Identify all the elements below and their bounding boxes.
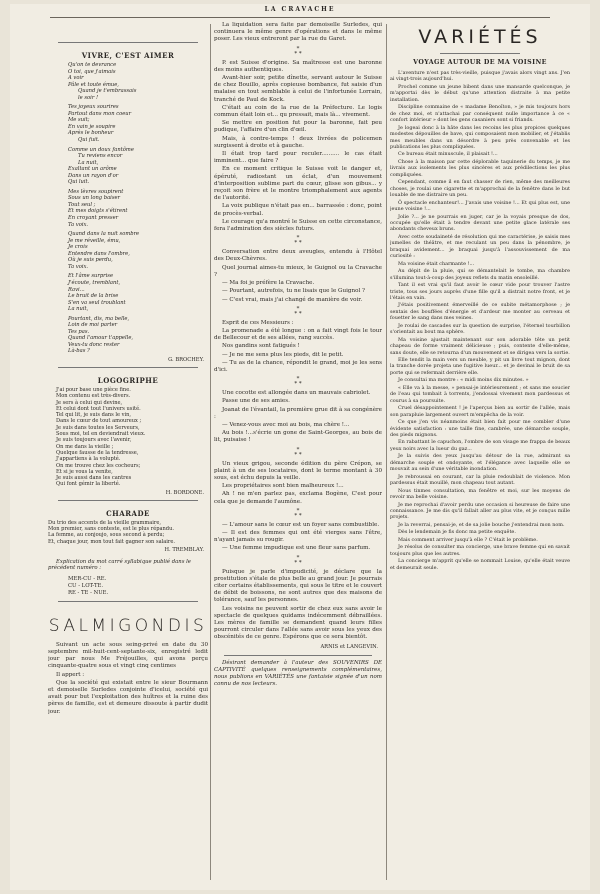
middle-column-text [214, 22, 382, 688]
paragraph: Nous tinmes consultation, ma fenêtre et moi, sur les moyens de revoir ma belle voisine. [390, 487, 570, 501]
poem-line: Qui luit. [68, 179, 90, 186]
charade-text [48, 520, 208, 545]
paragraph: — Il est des femmes qui ont été vierges sans l'être, n'ayant jamais su rougir. [214, 529, 382, 544]
verse-line: Du trio des accents de la vieille grammaire, [48, 519, 161, 526]
paragraph: Une cocotte est allongée dans un mauvais cabriolet. [222, 390, 371, 397]
paragraph: Ma voisine était charmante !... [398, 260, 475, 267]
paragraph: — Venez-vous avec moi au bois, ma chère !... [222, 421, 350, 428]
charade-explanation: Explication du mot carré syllabique publié dans le précédent numéro : [48, 558, 191, 572]
charade-solution [68, 576, 208, 597]
separator-asterisks: * * * [294, 305, 302, 317]
poem-line: Qu'on te devrance [68, 62, 117, 68]
column-left [48, 22, 208, 882]
charade-title: CHARADE [106, 508, 150, 518]
varietes-text [390, 70, 570, 571]
section-rule [58, 500, 198, 501]
poem-line: S'en va seul troublant [68, 299, 126, 306]
logogriphe-signature: H. BORDONE. [165, 489, 204, 496]
poem-line: Et mes doigts s'étirent [68, 208, 128, 215]
verse-line: Je suis toujours avec l'avenir, [56, 437, 132, 444]
column-middle [214, 22, 382, 882]
verse-line: J'appartiens à la volupté. [56, 456, 121, 463]
poem-line: Quand l'amour t'appelle, [68, 335, 134, 342]
poem-line: Tes joyeux sourires [68, 104, 119, 111]
poem-line: Pourtant, dis, ma belle, [68, 315, 130, 322]
solution-row: RE - TE - NUE. [68, 589, 109, 596]
verse-line: Quelque fausse de la tendresse, [56, 449, 139, 456]
poem-line: Tout seul ; [68, 201, 96, 208]
poem-line: Après le bonheur [68, 130, 114, 137]
solution-row: MER-CU - RE. [68, 575, 107, 582]
paragraph: En ce moment critique le Suisse voit le danger et, épéruté, radiostant un éclat, d'un mouvement d'interposition sublime part du cœur, glisse son gibus... y reçoit son frère et le montre triomphalement aux agents de l'autorité. [214, 166, 382, 202]
logogriphe-title: LOGOGRIPHE [97, 375, 159, 385]
paragraph: « Elle va à la messe, » pensai-je intérieurement ; et sans me soucier de l'eau qui tombait à torrents, j'endossai vivement mon pardessus et courus à sa poursuite. [390, 384, 570, 404]
separator-asterisks: * * * [294, 45, 302, 57]
paragraph: Mais, à contre-temps ! deux livrées de policemen surgissent à droite et à gauche. [214, 135, 382, 149]
paragraph: Je me reprochai d'avoir perdu une occasion si heureuse de faire une connaissance. Je me dis qu'il fallait aller au plus vite, et je conçus mille projets. [390, 501, 570, 521]
poem-line: Le bruit de la brise [68, 293, 119, 300]
column-right [390, 22, 570, 882]
poem-line: Exaltant un arôme [68, 166, 117, 173]
paragraph: Conversation entre deux aveugles, entendu à l'Hôtel des Deux-Chèvres. [214, 249, 382, 263]
poem-line: Qui fuit. [78, 137, 100, 144]
poem-line: Loin de moi parter [68, 322, 118, 329]
poem [68, 62, 208, 355]
paragraph: Au bois !...s'écrie un gone de Saint-Georges, au bois de lit, puisaise ! [214, 430, 382, 444]
paragraph: Ô spectacle enchanteur!... J'avais une voisine !... Et qui plus est, une jeune voisine !... [390, 199, 570, 213]
verse-line: J'ai pour base une pièce fine. [56, 386, 131, 393]
paragraph: Ma voisine ajustait maintenant sur son adorable tête un petit chapeau de forme vraiment délicieuse ; puis, contente d'elle-même, sans doute, elle se retourna d'un mouvement et se dirigea vers la sortie. [390, 336, 570, 356]
poem-line: Mes lèvres soupirent [68, 188, 124, 195]
paragraph: Il appert : [56, 671, 85, 678]
paragraph: Passe une de ses amies. [222, 398, 290, 405]
running-head: LA CRAVACHE [264, 6, 336, 13]
poem-line: Quand dans la nuit sombre [68, 231, 140, 238]
verse-line: La femme, au conjoujo, sous second à perdu; [48, 532, 165, 539]
paragraph: Les propriétaires sont bien malheureux !... [222, 483, 344, 490]
section-rule [440, 53, 520, 54]
paragraph: Nos gandins sont fatigués ! [222, 343, 300, 350]
poem-line: Là-bas ? [68, 348, 90, 355]
section-rule [224, 655, 372, 656]
poem-line: Quand je t'embrassais [78, 88, 137, 95]
separator-asterisks: * * * [294, 507, 302, 519]
paragraph: Mais comment arriver jusqu'à elle ? C'était le problème. [398, 536, 538, 543]
paragraph: Les voisins ne peuvent sortir de chez eux sans avoir le spectacle de quelques quidams indécemment débraillées. Les mères de famille se demandent quand leurs filles pourront circuler dans l'allée sans avoir sous les yeux des obscénités de ce genre. Espérons que ce sera bientôt. [214, 605, 382, 641]
paragraph: Prochel comme un jeune bibent dans une mansarde quelconque, je m'apportai dès le début qu'une attention distraite à ma petite installation. [390, 83, 570, 103]
verse-line: Je suis dans toutes les Serveurs, [56, 424, 140, 431]
poem-line: La nuit, [78, 159, 99, 166]
poem-line: Partout dans mon coeur [68, 110, 132, 117]
verse-line: Qui font gémir la liberté. [56, 481, 121, 488]
paragraph: Discipline commaine de « madame Benoîton, » je mis toujours hors de chez moi, et n'attachai par conséquent nulle importance à ce « confort intérieur » dont les gens casaniers sont si friands. [390, 104, 570, 124]
paragraph: Avant-hier soir, petite dînette, servant autour le Suisse de chez Bouillo, après copieuse bombance, fut saisie d'un malaise en tout semblable à celui de l'infortunée Lorrain, tranché de Paul de Kock. [214, 75, 382, 103]
paragraph: En rabattant le capuchon, l'ombre de son visage me frappa de beaux yeux noirs avec la lueur du gaz... [390, 439, 570, 452]
paragraph: — Pourtant, autrefois, tu ne lisais que le Guignol ? [222, 288, 366, 295]
separator-asterisks: * * * [294, 235, 302, 247]
paragraph: La concierge m'apprit qu'elle se nommait Louise, qu'elle était veuve et demeurait seule. [390, 558, 570, 571]
poem-line: Entendre dans l'ombre, [68, 250, 130, 257]
paragraph: La liquidation sera faite par demoiselle Surledes, qui continuera le même genre d'opérations et dans le même poser. Les vieux entreront par la rue du Garet. [214, 22, 382, 43]
solution-row: CU - LOT-TE. [68, 582, 104, 589]
poem-line: Tu reviens encor [78, 153, 123, 160]
salmigondis-title: SALMIGONDIS [48, 615, 208, 636]
paragraph: Cruel désappointement ! je l'aperçus bien au sortir de l'allée, mais son parapluie largement ouvert m'empêcha de la voir. [390, 405, 570, 418]
poem-line: Pâle et toute émue, [68, 81, 119, 88]
varietes-title: VARIÉTÉS [418, 26, 542, 48]
poem-line: Veux-tu donc rester [68, 341, 120, 348]
verse-line: Et celui dont tout l'univers usité. [56, 405, 141, 412]
verse-line: Et, chaque jour, mon tout fait gagner son salaire. [48, 538, 175, 545]
column-divider [210, 24, 211, 880]
poem-line: A voir [68, 75, 84, 82]
poem-line: Sous un long baiser [68, 195, 121, 202]
poem-line: Je me réveille, ému, [68, 237, 121, 244]
verse-line: On me trouve chez les cocheurs; [56, 462, 141, 469]
paragraph: Je roulai de cascades sur la question de surprise, l'éternel tourbillon s'orientait au bout ma sphère. [390, 322, 570, 336]
paragraph: Je résolus de consulter ma concierge, une brave femme qui en savait toujours plus que les autres. [390, 544, 570, 557]
poem-line: Ta voix. [68, 263, 89, 270]
paragraph: — Je ne me sens plus les pieds, dit le petit. [222, 351, 344, 358]
verse-line: Mon contenu est très-divers. [56, 393, 131, 400]
paragraph: Ah ! ne m'en parlez pas, exclama Bogène, C'est pour cela que je demande l'aumône. [214, 491, 382, 505]
poem-line: Tes pas. [68, 328, 90, 335]
poem-title: VIVRE, C'EST AIMER [81, 51, 175, 60]
editor-note: Désirant demander à l'auteur des SOUVENIRS DE CAPTIVITÉ quelques renseignements complémentaires, nous publions en VARIÉTÉS une fantaisie signée d'un nom connu de nos lecteurs. [214, 659, 382, 687]
paragraph: — Tu as de la chance, répondit le grand, moi je les sens d'ici. [214, 359, 382, 373]
paragraph: Il était trop tard pour reculer.......... le cas était imminent... que faire ? [214, 151, 382, 165]
newspaper-page [10, 4, 590, 890]
paragraph: Elle tendit la main vers un meuble, y pit un livre tout mignon, dont la tranche dorée projeta une fugitive lueur... et je devinai le bruit de sa porte qui se refermait derrière elle. [390, 357, 570, 376]
poem-signature: G. BROCHEY. [168, 356, 204, 363]
paragraph: J'étais positivement émerveillé de ce subite métamorphose ; je sentais des bouffées d'énergie et d'ardeur me monter au cerveau et fouetter le sang dans mes veines. [390, 302, 570, 322]
paragraph: La voix publique n'était pas en... barrassée : donc, point de procès-verbal. [214, 203, 382, 217]
poem-line: Où je suis perdu, [68, 257, 113, 264]
logogriphe-text [56, 387, 208, 488]
verse-line: Je sers à celui qui devine, [56, 399, 123, 406]
paragraph: Ce que j'en vis néanmoins était bien fait pour me combler d'une évidente satisfaction : une taille fine, cambrée, une démarche souple, des pieds mignons. [390, 419, 570, 439]
paragraph: Je logeai donc à la hâte dans les recoins les plus propices quelques modestes dépouilles de bave, qui composaient mon mobilier, et j'établis mes meubles dans un désordre à peu près convenable et les publications les plus compliquées. [390, 124, 570, 150]
salmigondis-text [48, 642, 208, 716]
paragraph: Ce bureau était minuscule, il plaisait !... [398, 151, 498, 158]
verse-line: Mon premier, sans conteste, est le plus répandu. [48, 526, 174, 533]
poem-line: Me suit; [68, 117, 90, 124]
paragraph: Je la reverrai, pensai-je, et de sa jolie bouche j'entendrai mon nom. [398, 521, 565, 528]
paragraph: Suivant un acte sous seing-privé en date du 30 septembre mil-huit-cent-septante-six, enregistré ledit jour par nous Me Fréjouilles, qui avons perçu cinquante-quatre sous et vingt cinq centimes [48, 641, 208, 670]
verse-line: On me dans la vieille ; [56, 443, 114, 450]
paragraph: Cependant, comme il en faut chasser de rien, même des meilleures choses, je roulai une cigarette et m'approchai de la fenêtre dans le but louable de me distraire un peu. [390, 179, 570, 199]
varietes-subtitle: VOYAGE AUTOUR DE MA VOISINE [413, 59, 547, 66]
paragraph: Que la société qui existait entre le sieur Bourmann et demoiselle Surledes conjointe d'icelui, société qui avait pour but l'exploitation des huîtres et la ruine des pères de famille, est et demeure dissoute à partir dudit jour. [48, 679, 208, 715]
paragraph: Un vieux grigou, seconde édition du père Crépon, se plaint à un de ses locataires, dont le terme montant à 30 sous, est échu depuis la veille. [214, 460, 382, 481]
header-rule [50, 17, 550, 18]
poem-line: J'écoute, tremblant, [68, 279, 121, 286]
separator-asterisks: * * * [294, 376, 302, 388]
paragraph: Jolie ?... je ne pourrais en juger, car je la voyais presque de dos, occupée qu'elle était à tendre devant une petite glace latérale ses abondants cheveux bruns. [390, 213, 570, 233]
poem-line: Ravi... [68, 286, 85, 293]
paragraph: Le courage qu'a montré le Suisse en cette circonstance, fera l'admiration des siècles futurs. [214, 218, 382, 233]
paragraph: Dès le lendemain je fis donc ma petite enquête. [398, 529, 516, 536]
charade-signature: H. TREMBLAY. [164, 546, 204, 553]
paragraph: Je la suivis des yeux jusqu'au détour de la rue, admirant sa démarche souple et ondoyante, et l'élégance avec laquelle elle se mouvait au sein d'une véritable inondation. [390, 453, 570, 473]
paragraph: Quel journal aimes-tu mieux, le Guignol ou la Cravache ? [214, 264, 382, 278]
paragraph: Je rebroussai en courant, car la pluie redoublait de violence. Mon pardessus était mouillé, mon chapeau tout autant. [390, 473, 570, 487]
section-rule [58, 42, 198, 43]
section-rule [58, 601, 198, 602]
verse-line: Dans le cœur de tout amoureux ; [56, 418, 142, 425]
poem-line: Je crois [68, 244, 88, 251]
verse-line: Je suis aussi dans les cantres [56, 475, 132, 482]
verse-line: Tel qui lit, je suis dans le vin, [56, 412, 132, 419]
poem-line: La nuit, [68, 306, 89, 313]
poem-line: O toi, que j'aimais [68, 68, 116, 75]
paragraph: Joanat de l'évantail, la première grue dit à sa congénère : [214, 406, 382, 420]
paragraph: Esprit de ces Messieurs : [222, 319, 294, 326]
paragraph: — Une femme impudique est une fleur sans parfum. [222, 545, 371, 552]
separator-asterisks: * * * [294, 554, 302, 566]
paragraph: P. est Suisse d'origine. Sa maîtresse est une baronne des moins authentiques. [214, 59, 382, 73]
column-divider [386, 24, 387, 880]
verse-line: Et si je vous la venite, [56, 468, 113, 475]
poem-line: Ta voix. [68, 221, 89, 228]
poem-line: En croyant presser [68, 215, 119, 222]
poem-line: le soir ! [78, 94, 99, 101]
paragraph: — C'est vrai, mais j'ai changé de manière de voir. [222, 296, 363, 303]
paragraph: Tant il est vrai qu'il faut avoir le cœur vide pour trouver l'astre triste, tous ses jours auprès d'une fille qu'il a distrait notre front, et je l'étais en vain. [390, 282, 570, 301]
separator-asterisks: * * * [294, 446, 302, 458]
paragraph: L'aventure n'est pas très-vieille, puisque j'avais alors vingt ans. J'en ai vingt-trois aujourd'hui. [390, 70, 570, 83]
poem-line: Et l'âme surprise [68, 273, 114, 280]
section-rule [58, 367, 198, 368]
paragraph: Au dépit de la pluie, qui se démantelait le tombe, ma chambre s'illumina tout-à-coup des joyeux reflets du matin ensoleillé. [390, 268, 570, 281]
paragraph: Chose à la maison par cette déplorable taquinerie du temps, je me livrais aux isolements les plus sincères et aux prédilections les plus compliquées. [390, 158, 570, 178]
paragraph: C'était au coin de la rue de la Préfecture. Le logis commun était loin et... qu pressait, mais là... vivement. [214, 104, 382, 119]
poem-line: Dans un rayon d'or [68, 172, 119, 179]
paragraph: — L'amour sans le cœur est un foyer sans combustible. [222, 521, 380, 528]
paragraph: Avec cette soudaineté de résolution qui me caractérise, je saisis mes jumelles de théâtre, et me reculant un peu dans la pénombre, je braquai avidement... je braquai jusqu'à l'assouvissement de ma curiosité : [390, 233, 570, 260]
poem-line: En vain je soupire [68, 123, 116, 130]
poem-line: Comme un doux fantôme [68, 146, 134, 153]
verse-line: Sous moi, tel en deviendrait vieux. [56, 431, 146, 438]
signature: ARNIS et LANGEVIN. [320, 643, 378, 650]
paragraph: Je consultai ma montre : « midi moins dix minutes. » [398, 377, 529, 384]
paragraph: La promenade a été longue : on a fait vingt fois le tour de Bellecour et de ses allées, rang succès. [214, 327, 382, 342]
paragraph: Puisque je parle d'impudicité, je déclare que la prostitution s'étale de plus belle au grand jour. Je pourrais citer certains établissements, qui sous le titre et le couvert de débit de boissons, ne sont autres que des maisons de tolérance, sauf les personnes. [214, 568, 382, 604]
paragraph: Se mettre en position fut pour la baronne, fait peu pudique, l'affaire d'un clin d'œil. [214, 120, 382, 134]
paragraph: — Ma foi je préfère la Cravache. [222, 280, 315, 287]
